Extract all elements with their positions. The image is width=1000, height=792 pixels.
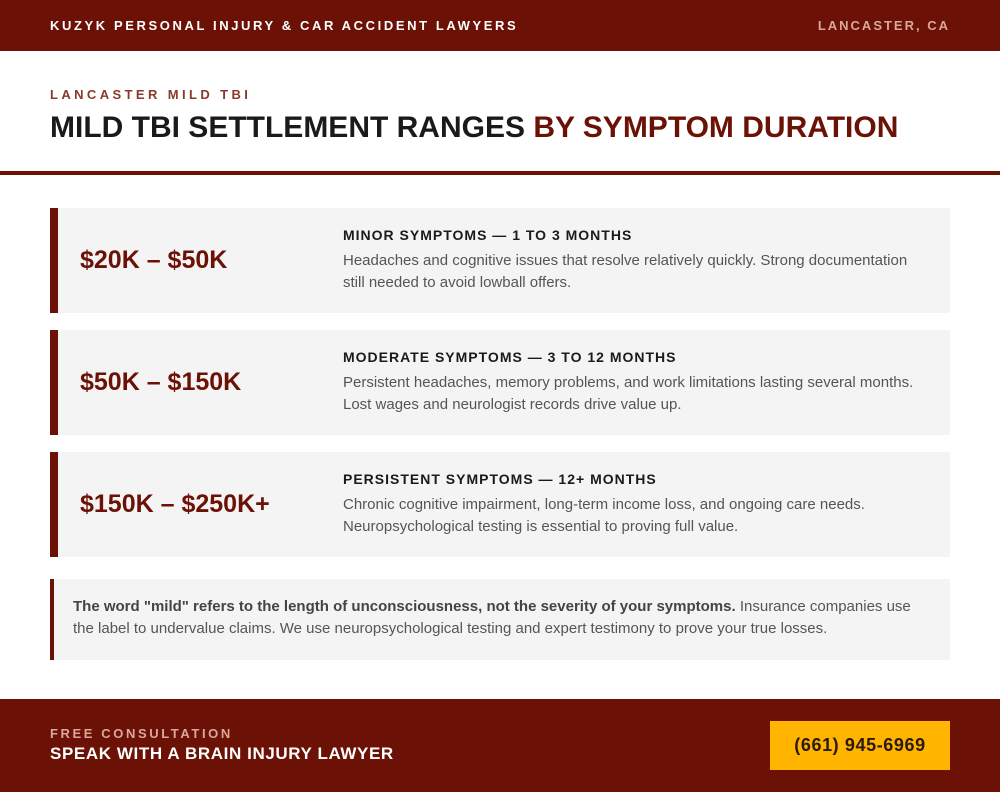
note-emphasis: The word "mild" refers to the length of unconsciousness, not the severity of your symptoms. — [73, 598, 736, 615]
range-card-moderate — [50, 330, 950, 435]
mild-definition-note — [50, 579, 950, 660]
cta-title: SPEAK WITH A BRAIN INJURY LAWYER — [50, 744, 394, 763]
page-title — [50, 111, 898, 145]
page-title-accent: BY SYMPTOM DURATION — [533, 111, 899, 144]
hero-section — [0, 51, 1000, 171]
location-label: LANCASTER, CA — [817, 18, 950, 33]
firm-name: KUZYK PERSONAL INJURY & CAR ACCIDENT LAWYERS — [50, 18, 519, 33]
range-card-minor — [50, 208, 950, 313]
page-title-main: MILD TBI SETTLEMENT RANGES — [50, 111, 534, 144]
section-eyebrow: LANCASTER MILD TBI — [50, 87, 252, 102]
settlement-range: $150K – $250K+ — [80, 490, 270, 518]
range-description: Headaches and cognitive issues that resolve relatively quickly. Strong documentation still needed to avoid lowball offers. — [343, 252, 908, 291]
footer-cta — [0, 699, 1000, 792]
range-heading: MODERATE SYMPTOMS — 3 TO 12 MONTHS — [343, 349, 677, 365]
divider — [0, 171, 1000, 175]
settlement-range: $50K – $150K — [80, 368, 242, 396]
note-text: Insurance companies use the label to undervalue claims. We use neuropsychological testing and expert testimony to prove your true losses. — [73, 598, 911, 637]
range-card-persistent — [50, 452, 950, 557]
range-heading: PERSISTENT SYMPTOMS — 12+ MONTHS — [343, 471, 657, 487]
range-heading: MINOR SYMPTOMS — 1 TO 3 MONTHS — [343, 227, 633, 243]
top-bar — [0, 0, 1000, 51]
cta-eyebrow: FREE CONSULTATION — [50, 726, 233, 741]
range-description: Chronic cognitive impairment, long-term income loss, and ongoing care needs. Neuropsychological testing is essential to proving full value. — [343, 496, 865, 535]
range-description: Persistent headaches, memory problems, and work limitations lasting several months. Lost wages and neurologist records drive value up. — [343, 374, 914, 413]
phone-call-button[interactable]: (661) 945-6969 — [770, 721, 950, 770]
settlement-range: $20K – $50K — [80, 246, 228, 274]
